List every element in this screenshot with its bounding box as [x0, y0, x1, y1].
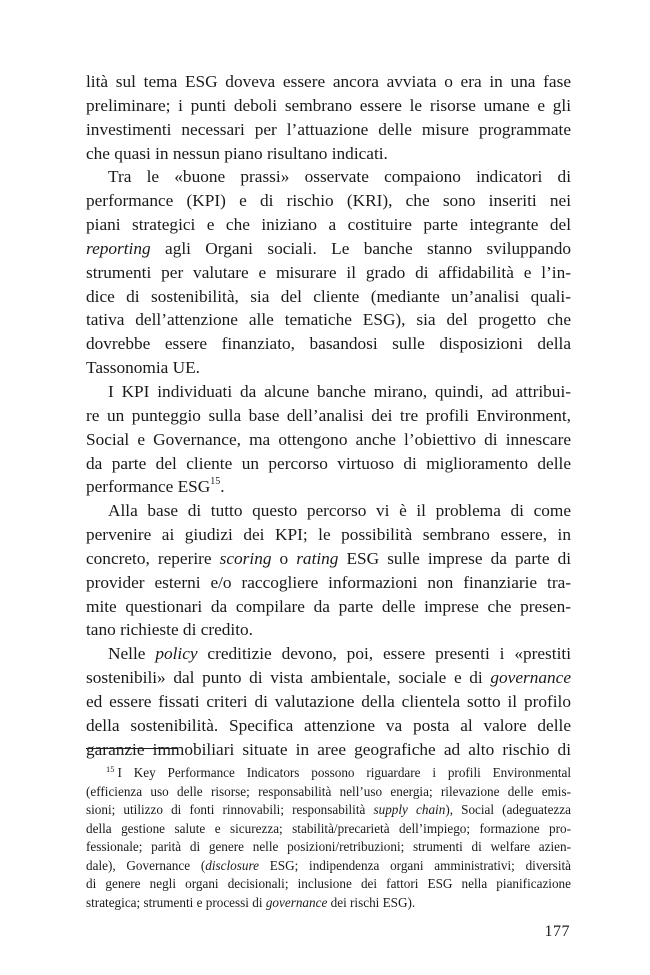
italic-term: governance: [265, 894, 328, 910]
text-segment: ), Social (adeguatezza: [445, 802, 571, 817]
footnote-number: 15: [106, 764, 115, 774]
text-line: performance (KPI) e di rischio (KRI), che sono inseriti nei: [86, 191, 571, 211]
text-line: Social e Governance, ma ottengono anche l’obiettivo di innescare: [86, 429, 571, 449]
text-segment: o: [271, 548, 297, 568]
text-line: mite questionari da compilare da parte delle imprese che presen-: [86, 596, 571, 616]
text-line: tano richieste di credito.: [86, 620, 253, 640]
italic-term: supply chain: [373, 802, 446, 817]
text-segment: I Key Performance Indicators possono riguardare i profili Environmental: [117, 765, 571, 780]
italic-term: scoring: [219, 548, 272, 568]
text-segment: sioni; utilizzo di fonti rinnovabili; responsabilità: [86, 802, 374, 817]
footnote-line: fessionale; parità di genere nelle posizioni/retribuzioni; strumenti di welfare azien-: [86, 839, 571, 854]
text-line: [86, 666, 571, 690]
footnote-line: (efficienza uso delle risorse; responsabilità nell’uso energia; rilevazione delle emis-: [86, 783, 571, 799]
text-segment: Nelle: [108, 644, 156, 664]
text-line: lità sul tema ESG doveva essere ancora avviata o era in una fase: [86, 72, 571, 91]
footnotes: [86, 764, 571, 912]
text-segment: performance ESG: [86, 477, 211, 497]
text-line: garanzie immobiliari situate in aree geografiche ad alto rischio di: [86, 739, 571, 759]
text-segment: concreto, reperire: [86, 548, 220, 568]
text-line: [86, 475, 571, 499]
footnote-line: [86, 801, 571, 820]
footnote-reference: 15: [210, 476, 221, 488]
text-line: tativa dell’attenzione alle tematiche ESG), sia del progetto che: [86, 310, 571, 330]
text-segment: .: [220, 477, 225, 497]
footnote-line: [86, 764, 571, 783]
footnote-separator: [86, 748, 177, 749]
footnote-line: [86, 857, 571, 876]
text-line: Tassonomia UE.: [86, 358, 200, 378]
text-segment: sostenibili» dal punto di vista ambientale, sociale e di: [86, 668, 491, 688]
italic-term: disclosure: [205, 857, 259, 873]
text-segment: ESG; indipendenza organi amministrativi; diversità: [258, 857, 571, 873]
text-line: dice di sostenibilità, sia del cliente (mediante un’analisi quali-: [86, 286, 571, 306]
text-segment: dei rischi ESG).: [327, 894, 416, 910]
text-line: piani strategici e che iniziano a costituire parte integrante del: [86, 215, 571, 235]
text-line: ed essere fissati criteri di valutazione della clientela sotto il profilo: [86, 691, 571, 711]
text-segment: agli Organi sociali. Le banche stanno sviluppando: [150, 238, 571, 258]
text-line: [86, 642, 571, 666]
text-line: Tra le «buone prassi» osservate compaiono indicatori di: [108, 167, 571, 187]
body-text: [86, 70, 571, 761]
text-line: da parte del cliente un percorso virtuoso di miglioramento delle: [86, 453, 571, 473]
text-line: [86, 237, 571, 261]
text-line: strumenti per valutare e misurare il grado di affidabilità e l’in-: [86, 262, 571, 282]
text-line: [86, 547, 571, 571]
page-number: 177: [544, 923, 570, 940]
text-line: I KPI individuati da alcune banche mirano, quindi, ad attribui-: [108, 381, 571, 401]
text-line: che quasi in nessun piano risultano indicati.: [86, 143, 388, 163]
italic-term: governance: [490, 668, 571, 688]
text-line: della sostenibilità. Specifica attenzione va posta al valore delle: [86, 715, 571, 735]
footnote-line: della gestione salute e sicurezza; stabilità/precarietà dell’impiego; formazione pro-: [86, 820, 571, 836]
text-line: dovrebbe essere finanziato, basandosi sulle disposizioni della: [86, 334, 571, 354]
text-line: re un punteggio sulla base dell’analisi dei tre profili Environment,: [86, 405, 571, 425]
text-line: Alla base di tutto questo percorso vi è il problema di come: [108, 501, 571, 521]
footnote-line: [86, 894, 571, 913]
italic-term: rating: [296, 548, 339, 568]
text-line: pervenire ai giudizi dei KPI; le possibilità sembrano essere, in: [86, 525, 571, 545]
text-segment: creditizie devono, poi, essere presenti i «prestiti: [197, 644, 571, 664]
footnote-line: di genere negli organi decisionali; inclusione dei fattori ESG nella pianificazione: [86, 876, 571, 891]
text-line: preliminare; i punti deboli sembrano essere le risorse umane e gli: [86, 95, 571, 115]
italic-term: policy: [155, 644, 198, 664]
italic-term: reporting: [86, 238, 151, 258]
text-segment: dale), Governance (: [86, 857, 206, 873]
text-segment: ESG sulle imprese da parte di: [338, 548, 571, 568]
text-line: investimenti necessari per l’attuazione delle misure programmate: [86, 119, 571, 139]
text-line: provider esterni e/o raccogliere informazioni non finanziarie tra-: [86, 572, 571, 592]
text-segment: strategica; strumenti e processi di: [86, 894, 266, 910]
